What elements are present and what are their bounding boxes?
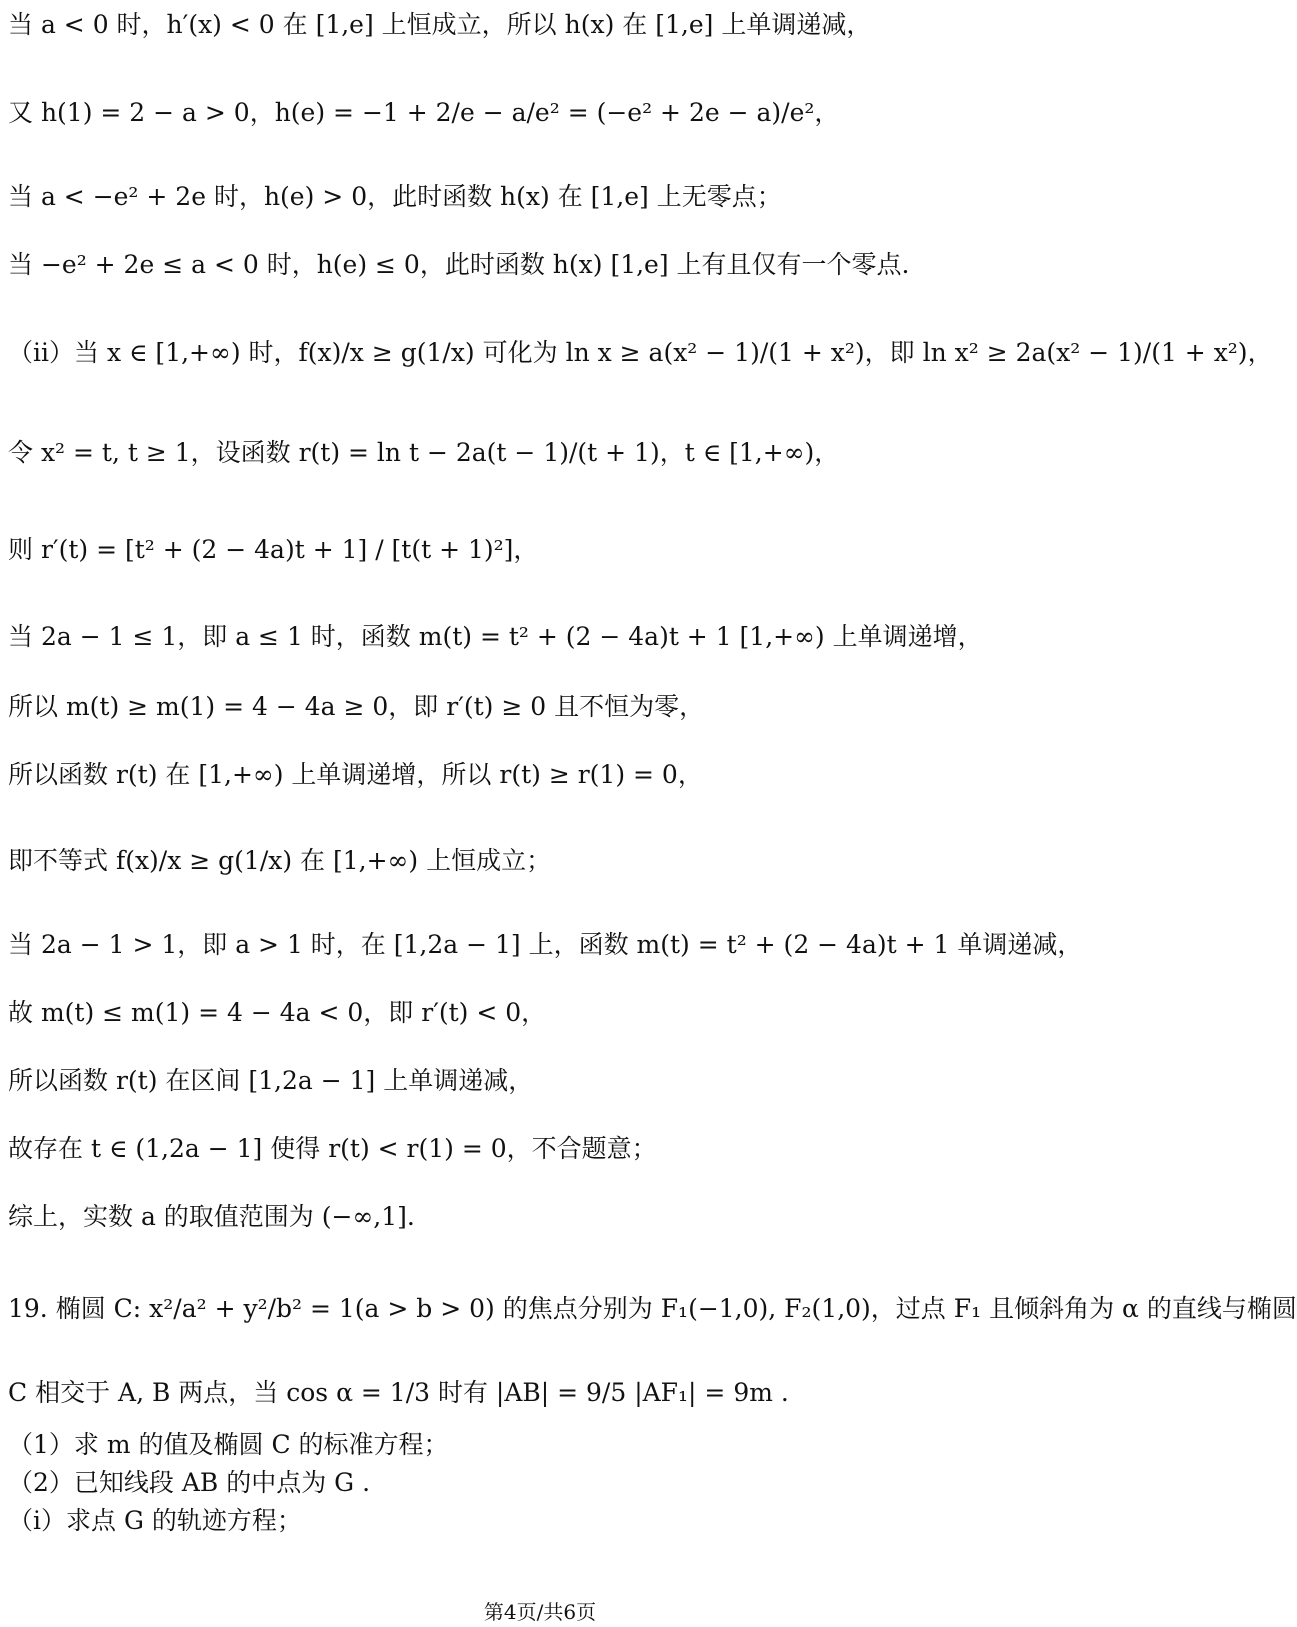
text-line: 所以函数 r(t) 在 [1,+∞) 上单调递增，所以 r(t) ≥ r(1) = 0， (8, 760, 703, 789)
text-line: 当 a < 0 时，h′(x) < 0 在 [1,e] 上恒成立，所以 h(x) 在 [1,e] 上单调递减， (8, 10, 872, 39)
text-line: 当 −e² + 2e ≤ a < 0 时，h(e) ≤ 0，此时函数 h(x) [1,e] 上有且仅有一个零点. (8, 250, 910, 279)
problem-19-part-2: （2）已知线段 AB 的中点为 G . (8, 1468, 371, 1497)
text-line: 当 2a − 1 ≤ 1，即 a ≤ 1 时，函数 m(t) = t² + (2 − 4a)t + 1 [1,+∞) 上单调递增， (8, 622, 983, 651)
text-line: 所以 m(t) ≥ m(1) = 4 − 4a ≥ 0，即 r′(t) ≥ 0 且不恒为零， (8, 692, 705, 721)
problem-19-part-1: （1）求 m 的值及椭圆 C 的标准方程； (8, 1430, 449, 1459)
text-line: 则 r′(t) = [t² + (2 − 4a)t + 1] / [t(t + 1)²]， (8, 535, 539, 564)
text-line: 当 2a − 1 > 1，即 a > 1 时，在 [1,2a − 1] 上，函数 m(t) = t² + (2 − 4a)t + 1 单调递减， (8, 930, 1083, 959)
text-line: 故 m(t) ≤ m(1) = 4 − 4a < 0，即 r′(t) < 0， (8, 998, 547, 1027)
problem-19-line: C 相交于 A, B 两点，当 cos α = 1/3 时有 |AB| = 9/5 |AF₁| = 9m . (8, 1378, 789, 1407)
page-number-footer: 第4页/共6页 (483, 1600, 597, 1624)
text-line: 当 a < −e² + 2e 时，h(e) > 0，此时函数 h(x) 在 [1,e] 上无零点； (8, 182, 782, 211)
text-line: 令 x² = t, t ≥ 1，设函数 r(t) = ln t − 2a(t − 1)/(t + 1)，t ∈ [1,+∞)， (8, 438, 840, 467)
text-line: 又 h(1) = 2 − a > 0，h(e) = −1 + 2/e − a/e² = (−e² + 2e − a)/e²， (8, 98, 840, 127)
text-line: 故存在 t ∈ (1,2a − 1] 使得 r(t) < r(1) = 0，不合题意； (8, 1134, 657, 1163)
text-line: （ii）当 x ∈ [1,+∞) 时，f(x)/x ≥ g(1/x) 可化为 ln x ≥ a(x² − 1)/(1 + x²)，即 ln x² ≥ 2a(x² − 1)/(1 + x²)， (8, 338, 1273, 367)
text-line: 综上，实数 a 的取值范围为 (−∞,1]. (8, 1202, 415, 1231)
problem-19-line: 19. 椭圆 C: x²/a² + y²/b² = 1(a > b > 0) 的焦点分别为 F₁(−1,0), F₂(1,0)，过点 F₁ 且倾斜角为 α 的直线与椭圆 (8, 1294, 1297, 1323)
problem-19-part-2-i: （i）求点 G 的轨迹方程； (8, 1506, 302, 1535)
text-line: 所以函数 r(t) 在区间 [1,2a − 1] 上单调递减， (8, 1066, 534, 1095)
text-line: 即不等式 f(x)/x ≥ g(1/x) 在 [1,+∞) 上恒成立； (8, 846, 552, 875)
